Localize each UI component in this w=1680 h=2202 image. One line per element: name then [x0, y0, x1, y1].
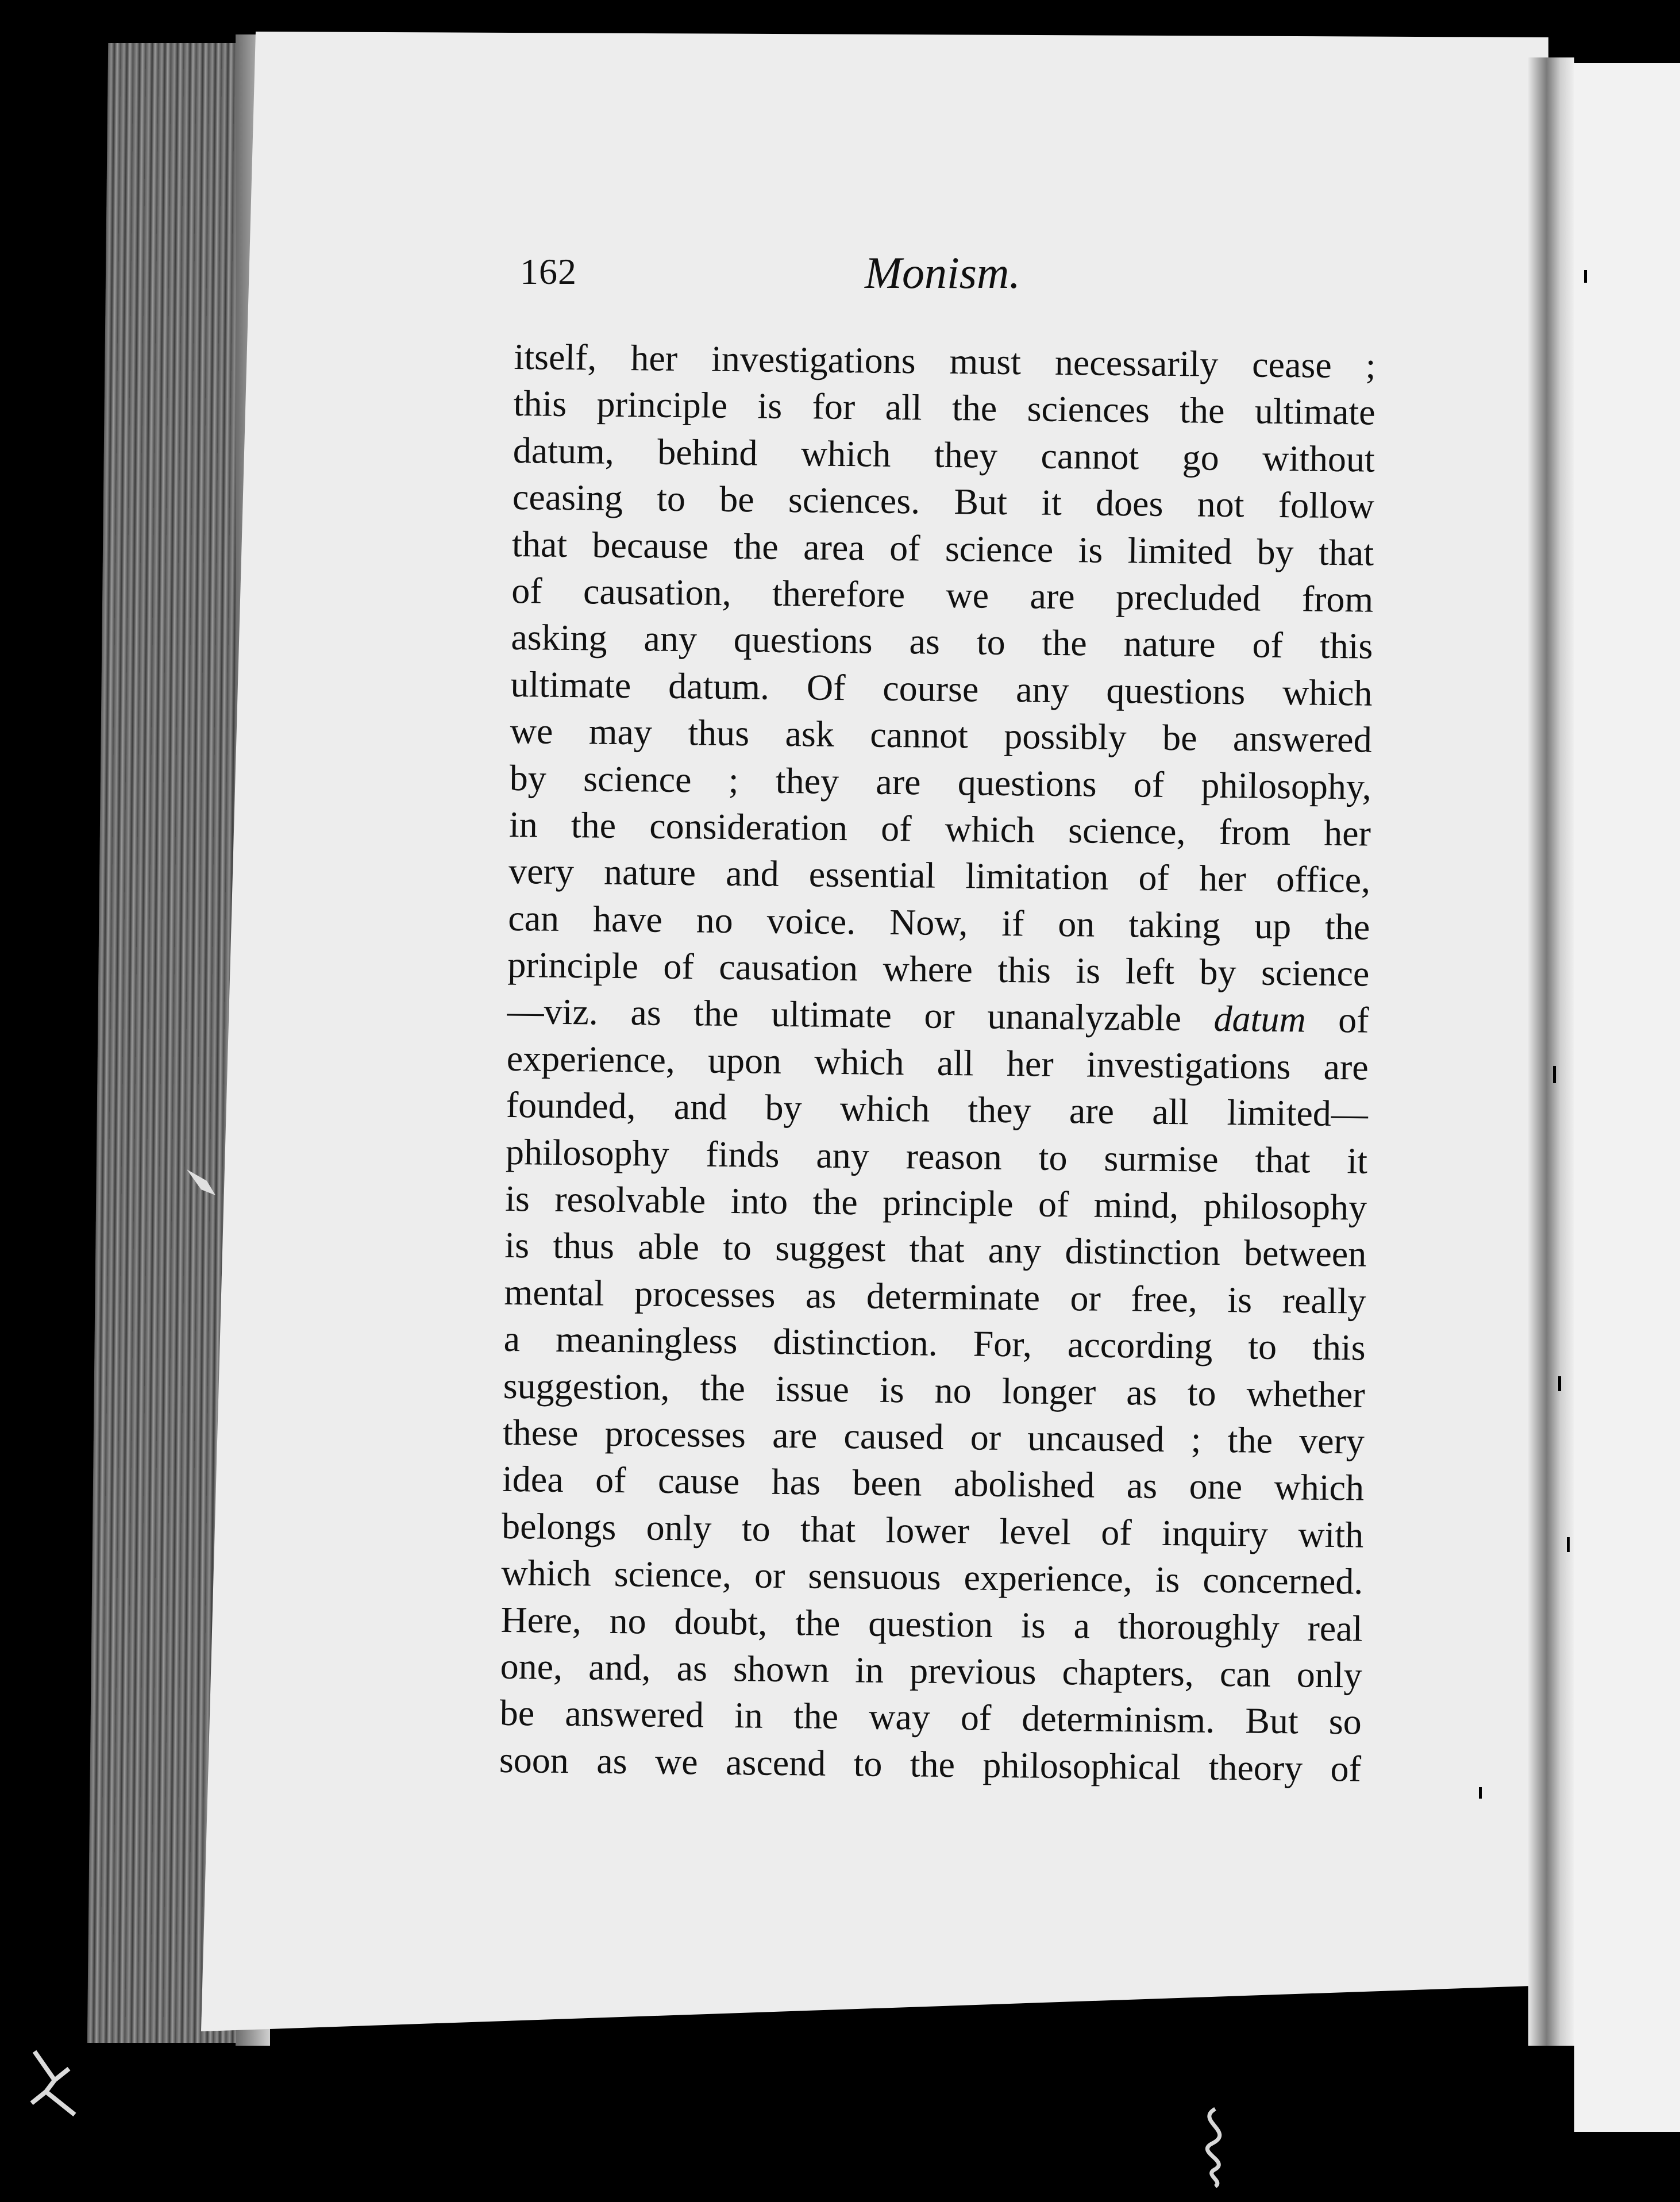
- text-line: asking any questions as to the nature of this: [511, 617, 1373, 667]
- dust-fiber: [1189, 2103, 1241, 2189]
- running-head: [520, 247, 1370, 310]
- text-line: one, and, as shown in previous chapters, can only: [500, 1645, 1363, 1696]
- text-line: which science, or sensuous experience, is concerned.: [501, 1552, 1363, 1602]
- text-line: suggestion, the issue is no longer as to whether: [503, 1365, 1366, 1415]
- line-text: —viz. as the ultimate or unanalyzable: [507, 991, 1215, 1040]
- text-line: that because the area of science is limited by that: [511, 523, 1374, 573]
- text-line: belongs only to that lower level of inquiry with: [501, 1505, 1364, 1556]
- text-line: ultimate datum. Of course any questions which: [510, 663, 1373, 714]
- text-line: is resolvable into the principle of mind, philosophy: [504, 1177, 1367, 1228]
- text-line: founded, and by which they are all limited—: [506, 1084, 1369, 1134]
- text-line: of causation, therefore we are precluded from: [511, 569, 1374, 620]
- text-line: be answered in the way of determinism. But so: [499, 1692, 1362, 1742]
- text-line: these processes are caused or uncaused ; the very: [502, 1411, 1365, 1462]
- text-line: ceasing to be sciences. But it does not follow: [512, 476, 1375, 526]
- text-line: in the consideration of which science, from her: [508, 803, 1371, 854]
- text-line: this principle is for all the sciences the ultimate: [513, 383, 1376, 433]
- body-text: [499, 333, 1376, 1792]
- text-line: soon as we ascend to the philosophical theory of: [499, 1739, 1362, 1789]
- text-line: is thus able to suggest that any distinction between: [504, 1225, 1367, 1275]
- text-line-with-italic: [507, 988, 1369, 1044]
- running-title: Monism.: [865, 248, 1020, 298]
- text-line: philosophy finds any reason to surmise that it: [505, 1131, 1368, 1181]
- text-line: mental processes as determinate or free, is really: [504, 1271, 1366, 1322]
- text-line: idea of cause has been abolished as one which: [502, 1458, 1365, 1508]
- book-gutter: [1528, 57, 1574, 2046]
- text-line: datum, behind which they cannot go without: [513, 429, 1375, 480]
- page-tab-mark: [184, 1167, 218, 1201]
- line-tail: of: [1305, 999, 1369, 1041]
- page-number: 162: [520, 251, 577, 292]
- text-line: a meaningless distinction. For, according to this: [503, 1318, 1366, 1368]
- text-line: itself, her investigations must necessarily cease ;: [514, 336, 1376, 386]
- text-line: we may thus ask cannot possibly be answered: [510, 710, 1373, 760]
- italic-word: datum: [1213, 998, 1307, 1040]
- dust-speck: [23, 2046, 92, 2120]
- text-line: by science ; they are questions of philosophy,: [509, 757, 1372, 807]
- text-line: can have no voice. Now, if on taking up the: [507, 897, 1370, 948]
- facing-page-edge: [1574, 63, 1680, 2132]
- text-line: experience, upon which all her investigations are: [506, 1037, 1369, 1088]
- text-line: principle of causation where this is left by science: [507, 944, 1370, 994]
- text-line: Here, no doubt, the question is a thoroughly real: [500, 1599, 1363, 1649]
- text-line: very nature and essential limitation of her office,: [508, 850, 1371, 900]
